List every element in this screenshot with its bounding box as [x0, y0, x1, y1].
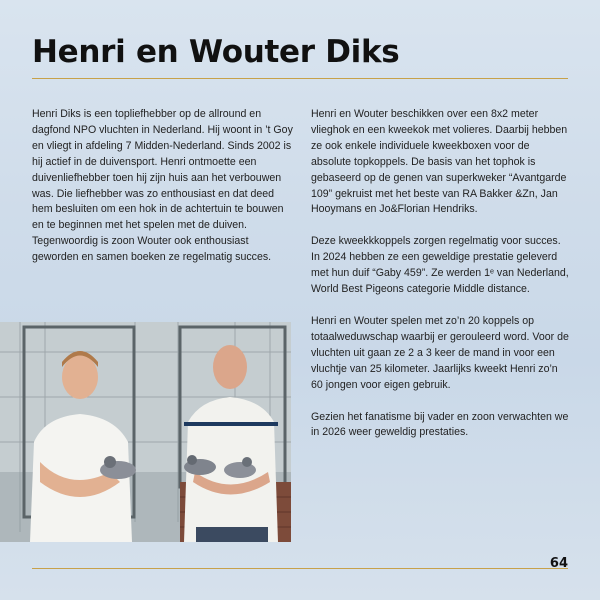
left-column: [32, 107, 294, 266]
title-divider: [32, 78, 568, 79]
footer-divider: [32, 568, 568, 569]
system-paragraph: Henri en Wouter spelen met zo’n 20 koppels op totaalweduwschap waarbij er gerouleerd word. Voor de vluchten uit gaan ze 2 a 3 keer de mand in voor een vluchtje van 25 kilometer. Jaarlijks kweekt Henri zo’n 60 jongen voor eigen gebruik.: [311, 314, 569, 391]
success-paragraph: Deze kweekkkoppels zorgen regelmatig voor succes. In 2024 hebben ze een geweldige prestatie geleverd met hun duif “Gaby 459”. Ze werden 1ᵉ van Nederland, World Best Pigeons categorie Middle distance.: [311, 235, 569, 296]
loft-paragraph: Henri en Wouter beschikken over een 8x2 meter vlieghok en een kweekok met volieres. Daarbij hebben ze ook enkele individuele kweekboxen voor de absolute topkoppels. De basis van het tophok is gebaseerd op de genen van superkweker “Avantgarde 109” gekruist met het beste van RA Bakker &Zn, Jan Hooymans en Jo&Florian Hendriks.: [311, 108, 568, 216]
page-number: 64: [549, 556, 568, 571]
right-column: [311, 107, 571, 441]
closing-paragraph: Gezien het fanatisme bij vader en zoon verwachten we in 2026 weer geweldig prestaties.: [311, 410, 569, 439]
intro-paragraph: Henri Diks is een topliefhebber op de allround en dagfond NPO vluchten in Nederland. Hij woont in ’t Goy en vliegt in afdeling 7 Midden-Nederland. Sinds 2002 is hij actief in de duivensport. Henri ontmoette een duivenliefhebber toen hij zijn huis aan het verbouwen was. Die liefhebber was zo enthousiast en dat deed hem besluiten om een hok in de achtertuin te bouwen en te beginnen met het spelen met de duiven. Tegenwoordig is zoon Wouter ook enthousiast geworden en samen boeken ze regelmatig succes.: [32, 108, 293, 264]
page-title: Henri en Wouter Diks: [32, 34, 400, 70]
photo-father-and-son-with-pigeons: [0, 322, 291, 542]
photo-illustration: [0, 322, 291, 542]
